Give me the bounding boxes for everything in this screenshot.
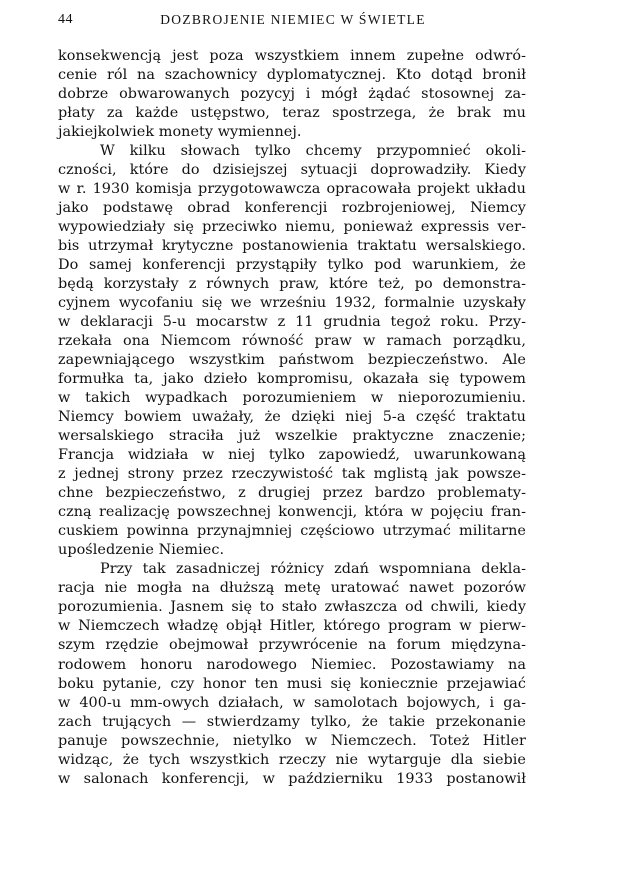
text-line: Do samej konferencji przystąpiły tylko pod warunkiem, że xyxy=(58,257,526,274)
text-line: cenie ról na szachownicy dyplomatycznej. Kto dotąd bronił xyxy=(58,67,526,84)
paragraph xyxy=(58,142,526,560)
text-line: boku pytanie, czy honor ten musi się koniecznie przejawiać xyxy=(58,675,526,692)
text-line: zapewniającego wszystkim państwom bezpieczeństwo. Ale xyxy=(58,352,526,369)
text-line: porozumienia. Jasnem się to stało zwłaszcza od chwili, kiedy xyxy=(58,599,526,616)
text-line: bis utrzymał krytyczne postanowienia traktatu wersalskiego. xyxy=(58,238,526,255)
text-line: dobrze obwarowanych pozycyj i mógł żądać stosownej za- xyxy=(58,86,526,103)
text-line: szym rzędzie obejmował przywrócenie na forum międzyna- xyxy=(58,637,526,654)
text-line: cyjnem wycofaniu się we wrześniu 1932, formalnie uzyskały xyxy=(58,295,526,312)
text-line: upośledzenie Niemiec. xyxy=(58,542,225,559)
text-line: płaty za każde ustępstwo, teraz spostrzega, że brak mu xyxy=(58,105,526,122)
text-line: w deklaracji 5-u mocarstw z 11 grudnia tegoż roku. Przy- xyxy=(58,314,526,331)
text-line: wersalskiego straciła już wszelkie praktyczne znaczenie; xyxy=(58,428,526,445)
text-line: w r. 1930 komisja przygotowawcza opracowała projekt układu xyxy=(58,181,526,198)
text-line: w salonach konferencji, w październiku 1933 postanowił xyxy=(58,770,526,787)
page-header xyxy=(58,12,528,32)
body-text xyxy=(58,47,526,789)
text-line: jakiejkolwiek monety wymiennej. xyxy=(58,124,302,141)
paragraph xyxy=(58,560,526,788)
text-line: panuje powszechnie, nietylko w Niemczech. Toteż Hitler xyxy=(58,732,526,749)
text-line: racja nie mogła na dłuższą metę uratować nawet pozorów xyxy=(58,580,526,597)
text-line: w Niemczech władzę objął Hitler, którego program w pierw- xyxy=(58,618,526,635)
text-line: W kilku słowach tylko chcemy przypomnieć okoli- xyxy=(100,143,526,160)
text-line: w 400-u mm-owych działach, w samolotach bojowych, i ga- xyxy=(58,694,526,711)
text-line: wypowiedziały się przeciwko niemu, ponieważ expressis ver- xyxy=(58,219,526,236)
page-number: 44 xyxy=(58,12,73,27)
text-line: zach trujących — stwierdzamy tylko, że takie przekonanie xyxy=(58,713,526,730)
text-line: Przy tak zasadniczej różnicy zdań wspomniana dekla- xyxy=(100,561,526,578)
text-line: jako podstawę obrad konferencji rozbrojeniowej, Niemcy xyxy=(58,200,526,217)
text-line: formułka ta, jako dzieło kompromisu, okazała się typowem xyxy=(58,371,526,388)
running-head: DOZBROJENIE NIEMIEC W ŚWIETLE xyxy=(160,12,426,27)
text-line: rzekała ona Niemcom równość praw w ramach porządku, xyxy=(58,333,526,350)
text-line: czności, które do dzisiejszej sytuacji doprowadziły. Kiedy xyxy=(58,162,526,179)
text-line: Niemcy bowiem uważały, że dzięki niej 5-a część traktatu xyxy=(58,409,526,426)
text-line: chne bezpieczeństwo, z drugiej przez bardzo problematy- xyxy=(58,485,526,502)
text-line: widząc, że tych wszystkich rzeczy nie wytarguje dla siebie xyxy=(58,751,526,768)
text-line: rodowem honoru narodowego Niemiec. Pozostawiamy na xyxy=(58,656,526,673)
text-line: cuskiem powinna przynajmniej częściowo utrzymać militarne xyxy=(58,523,526,540)
text-line: Francja widziała w niej tylko zapowiedź, uwarunkowaną xyxy=(58,447,526,464)
text-line: czną realizację powszechnej konwencji, która w pojęciu fran- xyxy=(58,504,526,521)
text-line: z jednej strony przez rzeczywistość tak mglistą jak powsze- xyxy=(58,466,526,483)
text-line: konsekwencją jest poza wszystkiem innem zupełne odwró- xyxy=(58,48,526,64)
text-line: w takich wypadkach porozumieniem w nieporozumieniu. xyxy=(58,390,526,407)
text-line: będą korzystały z równych praw, które też, po demonstra- xyxy=(58,276,526,293)
paragraph xyxy=(58,47,526,142)
